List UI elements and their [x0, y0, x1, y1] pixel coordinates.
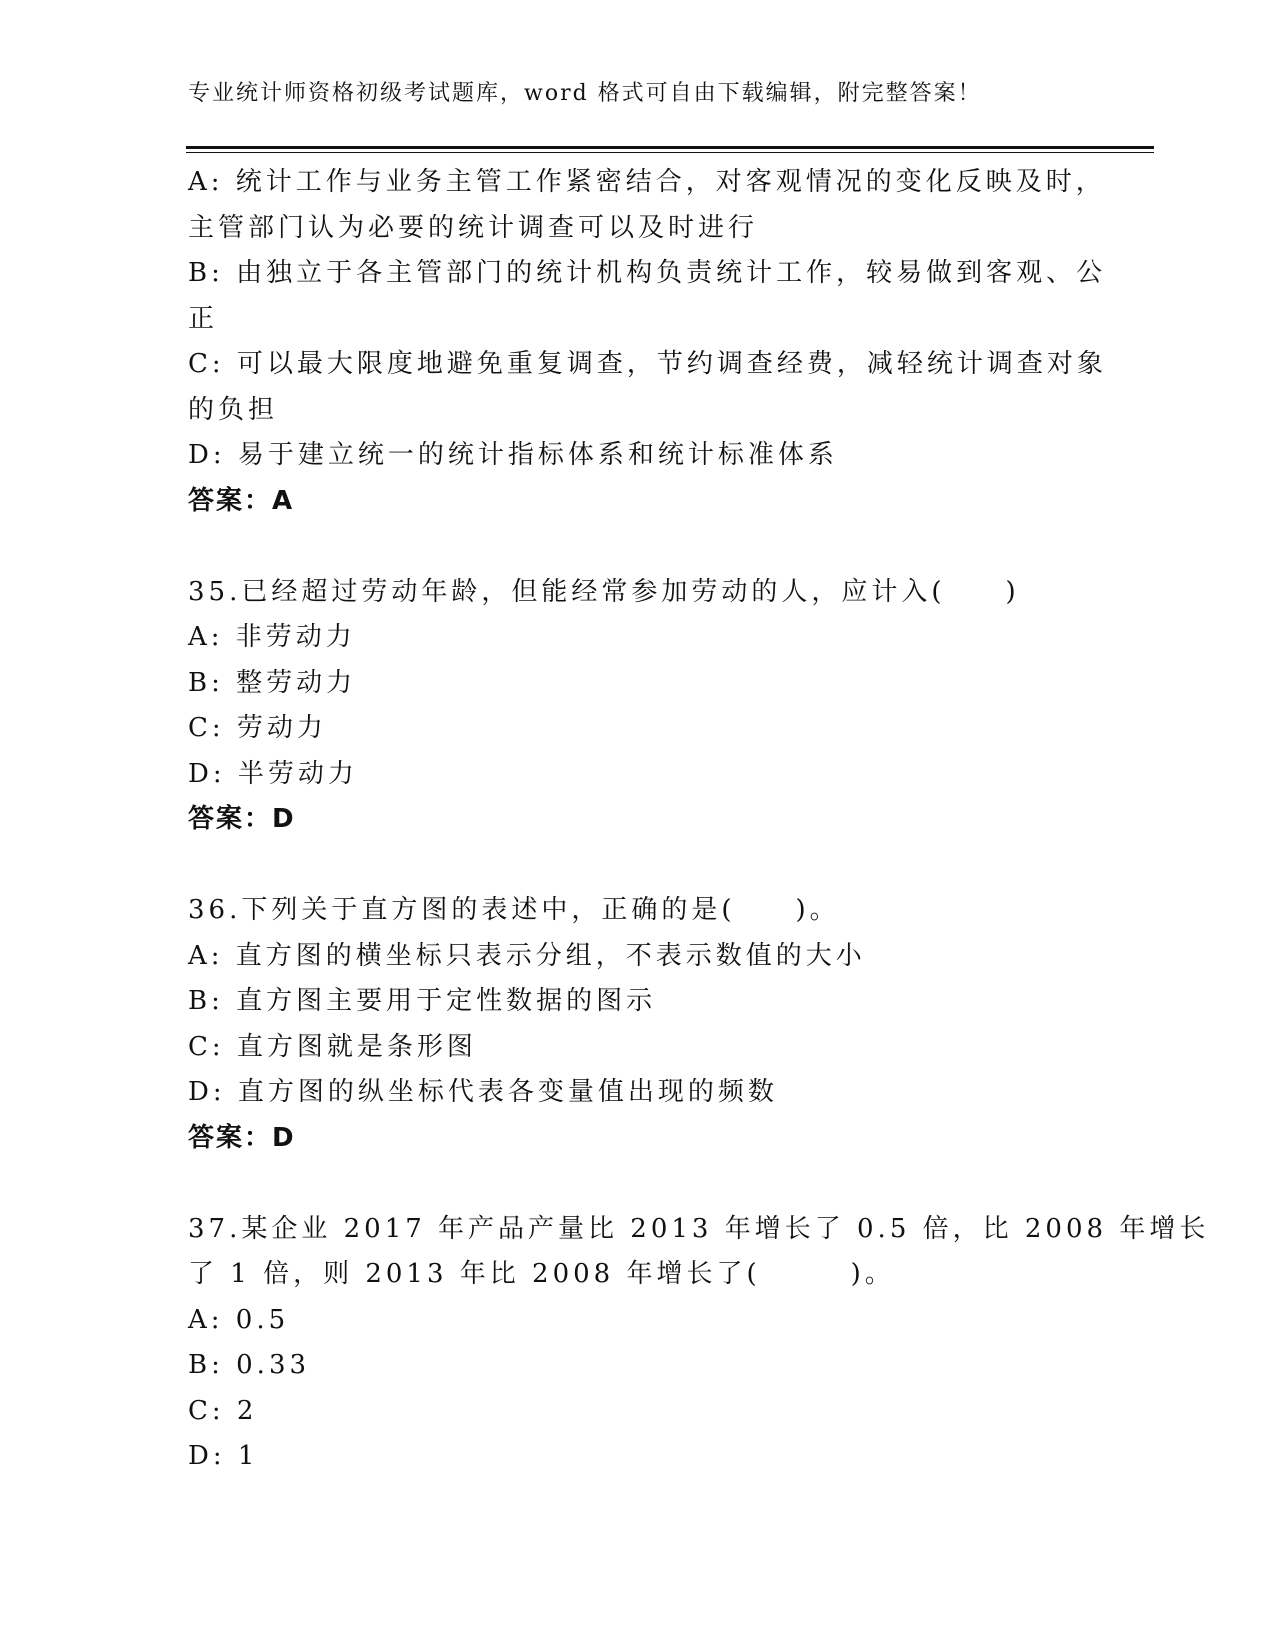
q34-option-b-line2: 正 [188, 303, 219, 334]
q35-question: 35.已经超过劳动年龄，但能经常参加劳动的人，应计入( ) [188, 576, 1020, 607]
q37-option-d: D: 1 [188, 1441, 259, 1471]
q36-answer: 答案：D [188, 1122, 296, 1153]
q36-question: 36.下列关于直方图的表述中，正确的是( )。 [188, 895, 840, 925]
header-rule-thick [186, 146, 1154, 149]
q36-option-a: A: 直方图的横坐标只表示分组，不表示数值的大小 [188, 940, 866, 971]
q34-option-a-line1: A: 统计工作与业务主管工作紧密结合，对客观情况的变化反映及时， [188, 167, 1106, 197]
q36-option-c: C: 直方图就是条形图 [188, 1031, 477, 1062]
q37-question-line1: 37.某企业 2017 年产品产量比 2013 年增长了 0.5 倍，比 2008 年增长 [188, 1213, 1210, 1244]
header-rule-thin [186, 152, 1154, 153]
q34-option-c-line1: C: 可以最大限度地避免重复调查，节约调查经费，减轻统计调查对象 [188, 349, 1107, 379]
q34-option-d: D: 易于建立统一的统计指标体系和统计标准体系 [188, 440, 838, 470]
q35-option-c: C: 劳动力 [188, 713, 327, 743]
q36-option-b: B: 直方图主要用于定性数据的图示 [188, 986, 657, 1016]
q34-option-c-line2: 的负担 [188, 394, 279, 425]
q35-answer: 答案：D [188, 804, 296, 834]
q35-option-a: A: 非劳动力 [188, 622, 356, 652]
q37-option-c: C: 2 [188, 1395, 258, 1426]
q35-option-d: D: 半劳动力 [188, 758, 358, 789]
spacer [188, 843, 1088, 889]
page-header-title: 专业统计师资格初级考试题库，word 格式可自由下载编辑，附完整答案！ [188, 81, 982, 106]
q36-option-d: D: 直方图的纵坐标代表各变量值出现的频数 [188, 1077, 778, 1107]
q34-answer: 答案：A [188, 485, 295, 516]
spacer [188, 524, 1088, 570]
q34-option-b-line1: B: 由独立于各主管部门的统计机构负责统计工作，较易做到客观、公 [188, 258, 1107, 288]
q37-question-line2: 了 1 倍，则 2013 年比 2008 年增长了( )。 [188, 1259, 895, 1289]
q37-option-a: A: 0.5 [188, 1304, 290, 1335]
question-content [188, 160, 1210, 1480]
q37-option-b: B: 0.33 [188, 1350, 311, 1380]
q34-option-a-line2: 主管部门认为必要的统计调查可以及时进行 [188, 212, 759, 243]
spacer [188, 1161, 1088, 1207]
q35-option-b: B: 整劳动力 [188, 667, 357, 698]
